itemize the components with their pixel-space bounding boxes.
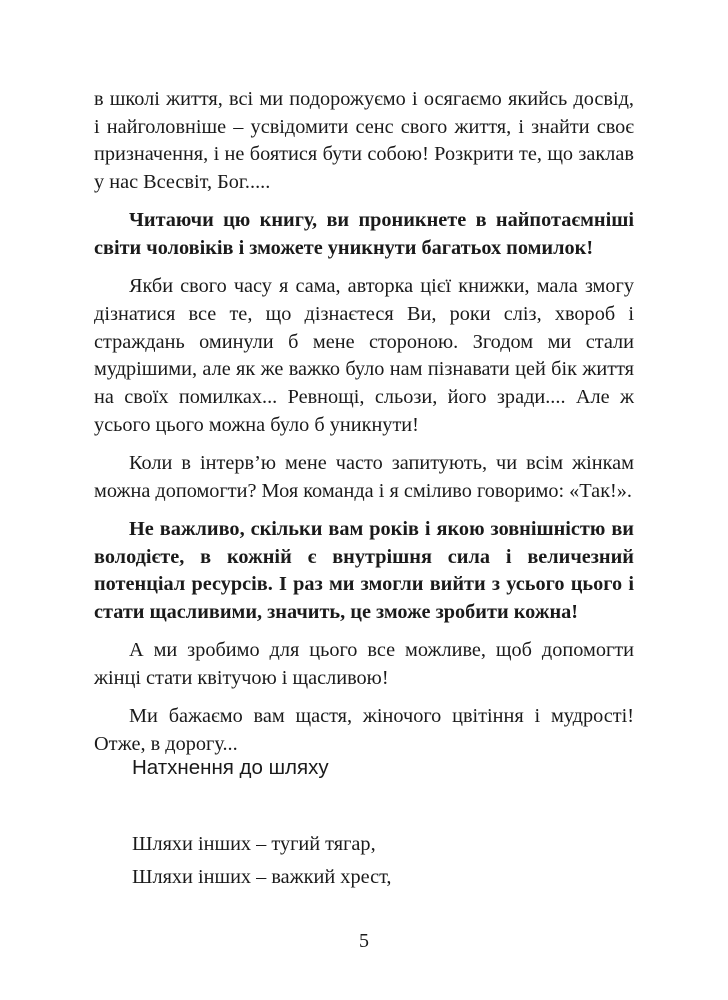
page-number: 5	[359, 930, 369, 952]
paragraph-continuation: в школі життя, всі ми подорожуємо і осягаємо якийсь досвід, і найголовніше – усвідомити сенс свого життя, і знайти своє призначення, і не боятися бути собою! Розкрити те, що заклав у нас Всесвіт, Бог.....	[94, 88, 634, 194]
paragraph-promise: А ми зробимо для цього все можливе, щоб допомогти жінці стати квітучою і щасливою!	[94, 639, 634, 689]
paragraph-author-story: Якби свого часу я сама, авторка цієї книжки, мала змогу дізнатися все те, що дізнаєтеся Ви, роки сліз, хвороб і страждань оминули б мене стороною. Згодом ми стали мудрішими, але як же важко було нам пізнавати цей бік життя на своїх помилках... Ревнощі, сльози, його зради.... Але ж усього цього можна було б уникнути!	[94, 275, 634, 436]
section-heading: Натхнення до шляху	[132, 756, 329, 779]
paragraph-interview: Коли в інтерв’ю мене часто запитують, чи всім жінкам можна допомогти? Моя команда і я сміливо говоримо: «Так!».	[94, 451, 634, 502]
poem	[132, 828, 392, 894]
poem-line: Шляхи інших – тугий тягар,	[132, 833, 376, 855]
body-text	[94, 86, 634, 769]
paragraph-wishes: Ми бажаємо вам щастя, жіночого цвітіння і мудрості! Отже, в дорогу...	[94, 705, 634, 755]
paragraph-bold-intro: Читаючи цю книгу, ви проникнете в найпотаємніші світи чоловіків і зможете уникнути багатьох помилок!	[94, 209, 634, 260]
poem-line: Шляхи інших – важкий хрест,	[132, 866, 392, 888]
paragraph-bold-inner-strength: Не важливо, скільки вам років і якою зовнішністю ви володієте, в кожній є внутрішня сила і величезний потенціал ресурсів. І раз ми змогли вийти з усього цього і стати щасливими, значить, це зможе зробити кожна!	[94, 517, 634, 623]
